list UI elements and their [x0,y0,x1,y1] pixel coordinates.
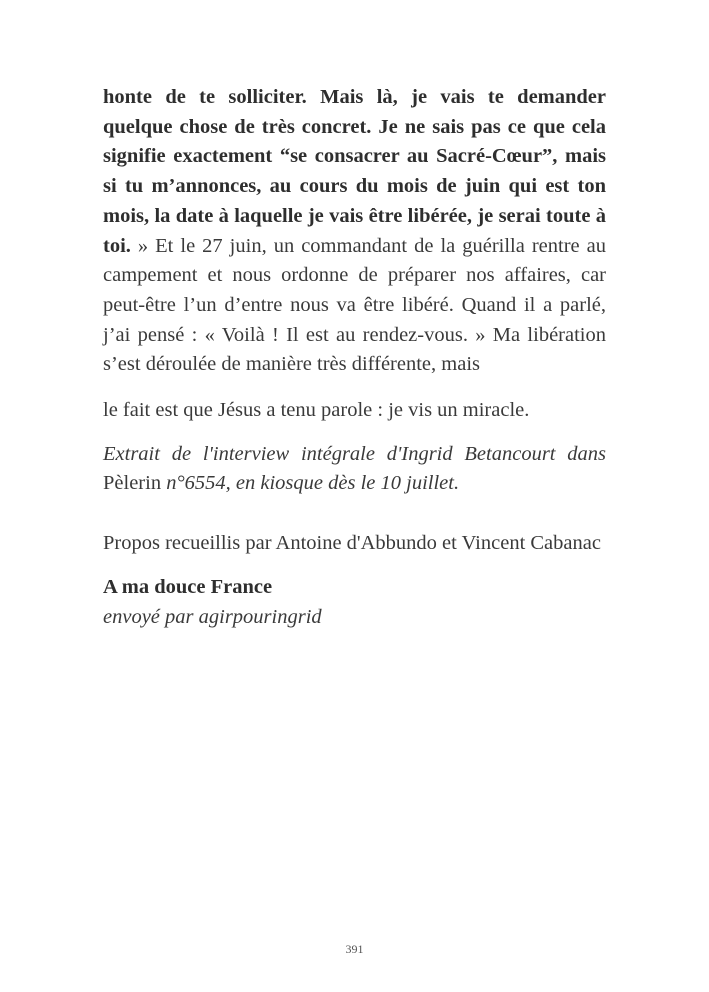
paragraph-miracle: le fait est que Jésus a tenu parole : je vis un miracle. [103,399,530,422]
page-number: 391 [345,942,364,956]
section-title: A ma douce France [103,575,273,598]
magazine-name: Pèlerin [103,472,162,495]
source-citation [103,440,606,499]
narrative-text: » Et le 27 juin, un commandant de la guérilla rentre au campement et nous ordonne de préparer nos affaires, car peut-être l’un d’entre nous va être libéré. Quand il a parlé, j’ai pensé : « Voilà ! Il est au rendez-vous. » Ma libération s’est déroulée de manière très différente, mais [103,234,606,376]
source-part1: Extrait de l'interview intégrale d'Ingrid Betancourt dans [103,442,606,465]
paragraph-quote [103,83,606,380]
bold-quote-text: honte de te solliciter. Mais là, je vais te demander quelque chose de très concret. Je ne sais pas ce que cela signifie exactement “se consacrer au Sacré-Cœur”, mais si tu m’annonces, au cours du mois de juin qui est ton mois, la date à laquelle je vais être libérée, je serai toute à toi. [103,86,606,257]
page-content [103,83,606,632]
section-subtitle: envoyé par agirpouringrid [103,605,322,628]
credits-text: Propos recueillis par Antoine d'Abbundo et Vincent Cabanac [103,532,601,555]
source-part2: n°6554, en kiosque dès le 10 juillet. [161,472,460,495]
